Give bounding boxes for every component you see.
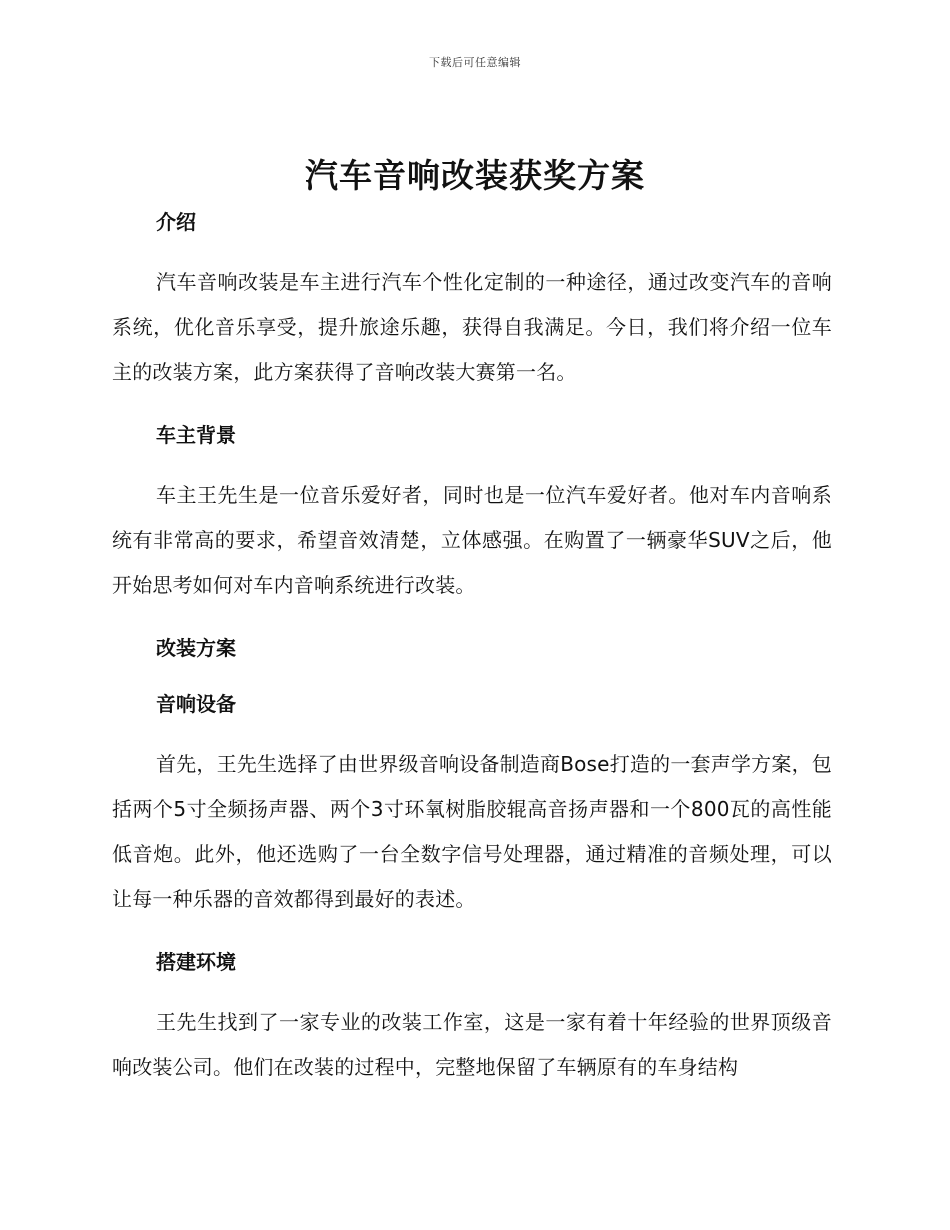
document-title: 汽车音响改装获奖方案 [305,156,645,195]
paragraph-intro: 汽车音响改装是车主进行汽车个性化定制的一种途径，通过改变汽车的音响系统，优化音乐享受，提升旅途乐趣，获得自我满足。今日，我们将介绍一位车主的改装方案，此方案获得了音响改装大赛第一名。 [112,270,832,384]
spacer [112,980,832,1000]
section-heading-plan: 改装方案 [156,636,236,660]
paragraph-background: 车主王先生是一位音乐爱好者，同时也是一位汽车爱好者。他对车内音响系统有非常高的要求，希望音效清楚，立体感强。在购置了一辆豪华SUV之后，他开始思考如何对车内音响系统进行改装。 [112,483,832,597]
paragraph-equipment: 首先，王先生选择了由世界级音响设备制造商Bose打造的一套声学方案，包括两个5寸全频扬声器、两个3寸环氧树脂胶辊高音扬声器和一个800瓦的高性能低音炮。此外，他还选购了一台全数字信号处理器，通过精准的音频处理，可以让每一种乐器的音效都得到最好的表述。 [112,752,832,911]
paragraph-environment: 王先生找到了一家专业的改装工作室，这是一家有着十年经验的世界顶级音响改装公司。他们在改装的过程中，完整地保留了车辆原有的车身结构 [112,1010,832,1079]
section-heading-environment: 搭建环境 [156,950,236,974]
spacer [112,666,832,686]
spacer [112,722,832,742]
document-body [112,204,832,1090]
section-heading-background: 车主背景 [156,423,236,447]
section-heading-equipment: 音响设备 [156,692,236,716]
spacer [112,453,832,473]
section-heading-intro: 介绍 [156,210,196,234]
spacer [112,922,832,944]
spacer [112,608,832,630]
spacer [112,240,832,260]
spacer [112,395,832,417]
header-note: 下载后可任意编辑 [429,56,521,69]
